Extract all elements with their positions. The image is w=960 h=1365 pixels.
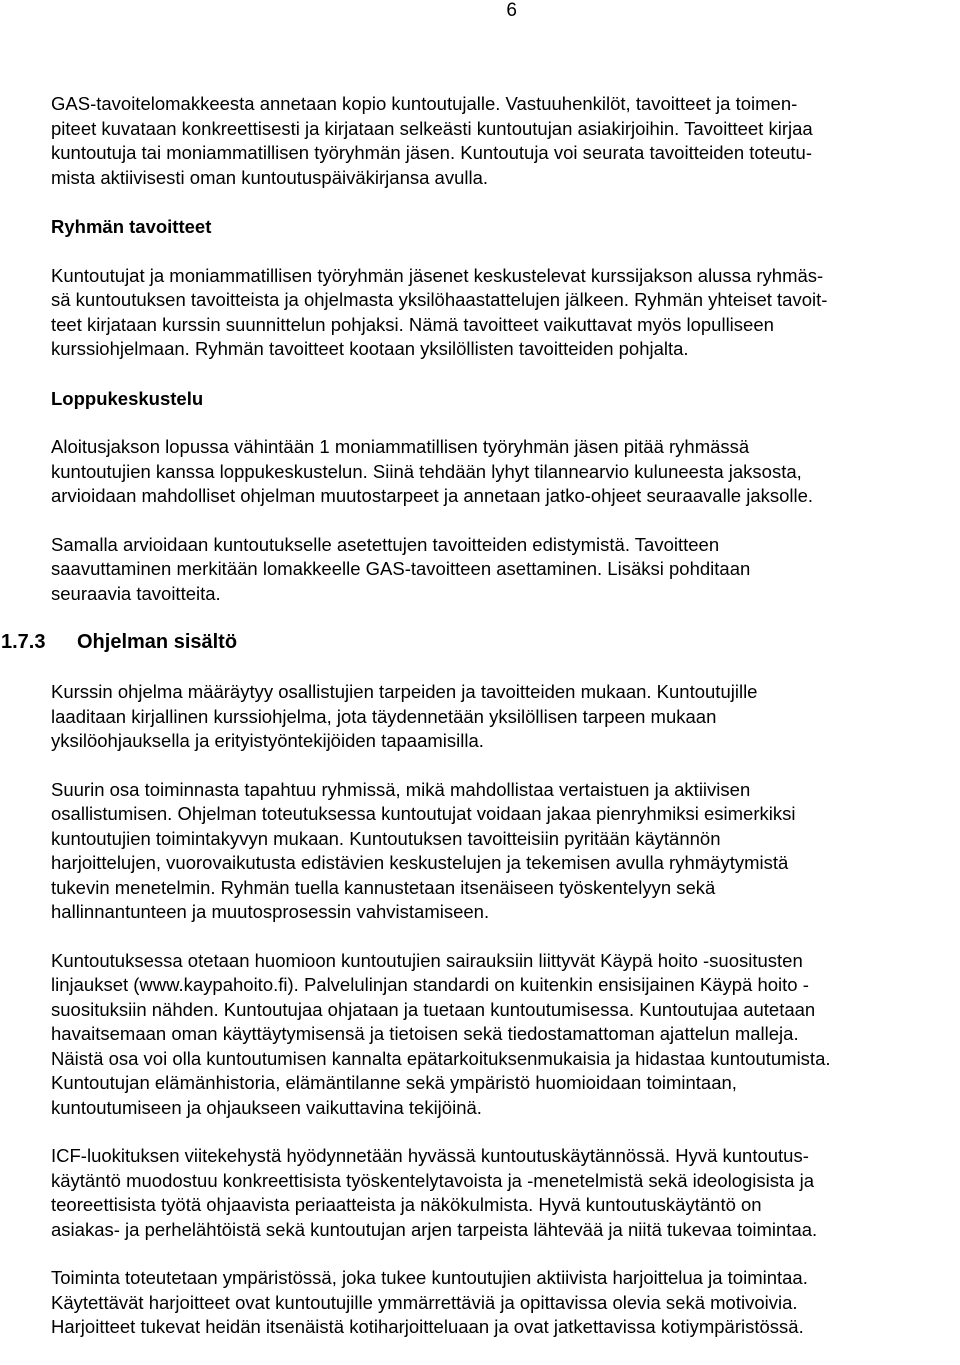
group-goals-heading: Ryhmän tavoitteet	[51, 216, 212, 237]
text-line: Kuntoutujan elämänhistoria, elämäntilanne sekä ympäristö huomioidaan toimintaan,	[51, 1072, 737, 1093]
text-line: asiakas- ja perhelähtöistä sekä kuntoutujan arjen tarpeista lähtevää ja niitä tukevaa toimintaa.	[51, 1218, 818, 1240]
text-line: mista aktiivisesti oman kuntoutuspäiväkirjansa avulla.	[51, 166, 489, 188]
text-line: kuntoutuja tai moniammatillisen työryhmän jäsen. Kuntoutuja voi seurata tavoitteiden toteutu-	[51, 142, 812, 163]
text-line: sä kuntoutuksen tavoitteista ja ohjelmasta yksilöhaastattelujen jälkeen. Ryhmän yhteiset tavoit-	[51, 289, 828, 310]
section-heading	[1, 630, 946, 654]
text-line: seuraavia tavoitteita.	[51, 582, 221, 604]
text-line: teet kirjataan kurssin suunnittelun pohjaksi. Nämä tavoitteet vaikuttavat myös lopulliseen	[51, 313, 774, 335]
text-line: piteet kuvataan konkreettisesti ja kirjataan selkeästi kuntoutujan asiakirjoihin. Tavoitteet kirjaa	[51, 117, 813, 139]
text-line: havaitsemaan oman käyttäytymisensä ja tietoisen sekä tiedostamattoman ajattelun malleja.	[51, 1023, 799, 1044]
text-line: ICF-luokituksen viitekehystä hyödynnetään hyvässä kuntoutuskäytännössä. Hyvä kuntoutus-	[51, 1145, 809, 1166]
section-title: Ohjelman sisältö	[77, 631, 238, 653]
text-line: suosituksiin nähden. Kuntoutujaa ohjataan ja tuetaan kuntoutumisessa. Kuntoutujaa autetaan	[51, 998, 816, 1020]
text-line: Samalla arvioidaan kuntoutukselle asetettujen tavoitteiden edistymistä. Tavoitteen	[51, 533, 720, 555]
text-line: GAS-tavoitelomakkeesta annetaan kopio kuntoutujalle. Vastuuhenkilöt, tavoitteet ja toimen-	[51, 93, 798, 114]
program-paragraph-1	[51, 680, 946, 754]
text-line: harjoittelujen, vuorovaikutusta edistävien keskustelujen ja tekemisen avulla ryhmäytymistä	[51, 852, 789, 873]
text-line: teoreettisista työtä ohjaavista periaatteista ja näkökulmista. Hyvä kuntoutuskäytäntö on	[51, 1194, 762, 1215]
program-paragraph-5	[51, 1266, 946, 1340]
section-number: 1.7.3	[1, 631, 46, 653]
page-number: 6	[506, 0, 517, 21]
text-line: Kuntoutuksessa otetaan huomioon kuntoutujien sairauksiin liittyvät Käypä hoito -suositusten	[51, 949, 803, 971]
text-line: laaditaan kirjallinen kurssiohjelma, jota täydennetään yksilöllisen tarpeen mukaan	[51, 705, 717, 727]
text-line: hallinnantunteen ja muutosprosessin vahvistamiseen.	[51, 901, 490, 922]
text-line: Aloitusjakson lopussa vähintään 1 moniammatillisen työryhmän jäsen pitää ryhmässä	[51, 436, 750, 457]
text-line: tukevin menetelmin. Ryhmän tuella kannustetaan itsenäiseen työskentelyyn sekä	[51, 876, 716, 898]
intro-paragraph	[51, 92, 946, 190]
text-line: arvioidaan mahdolliset ohjelman muutostarpeet ja annetaan jatko-ohjeet seuraavalle jaksolle.	[51, 485, 814, 506]
group-goals-paragraph	[51, 264, 946, 362]
final-discussion-heading: Loppukeskustelu	[51, 387, 204, 409]
text-line: Toiminta toteutetaan ympäristössä, joka tukee kuntoutujien aktiivista harjoittelua ja toimintaa.	[51, 1267, 808, 1288]
text-line: osallistumisen. Ohjelman toteutuksessa kuntoutujat voidaan jakaa pienryhmiksi esimerkiksi	[51, 803, 796, 824]
final-discussion-paragraph-2	[51, 533, 946, 607]
text-line: Näistä osa voi olla kuntoutumisen kannalta epätarkoituksenmukaisia ja hidastaa kuntoutumista.	[51, 1047, 831, 1069]
text-line: Käytettävät harjoitteet ovat kuntoutujille ymmärrettäviä ja opittavissa olevia sekä motivoivia.	[51, 1291, 798, 1313]
text-line: kurssiohjelmaan. Ryhmän tavoitteet kootaan yksilöllisten tavoitteiden pohjalta.	[51, 338, 689, 359]
program-paragraph-4	[51, 1144, 946, 1242]
document-body	[1, 92, 946, 1340]
text-line: Kuntoutujat ja moniammatillisen työryhmän jäsenet keskustelevat kurssijakson alussa ryhmäs-	[51, 264, 824, 286]
text-line: linjaukset (www.kaypahoito.fi). Palvelulinjan standardi on kuitenkin ensisijainen Käypä hoito -	[51, 974, 809, 995]
text-line: yksilöohjauksella ja erityistyöntekijöiden tapaamisilla.	[51, 730, 484, 751]
text-line: kuntoutumiseen ja ohjaukseen vaikuttavina tekijöinä.	[51, 1096, 482, 1118]
text-line: saavuttaminen merkitään lomakkeelle GAS-tavoitteen asettaminen. Lisäksi pohditaan	[51, 558, 751, 579]
text-line: Suurin osa toiminnasta tapahtuu ryhmissä, mikä mahdollistaa vertaistuen ja aktiivisen	[51, 778, 751, 800]
text-line: käytäntö muodostuu konkreettisista työskentelytavoista ja -menetelmistä sekä ideologisista ja	[51, 1169, 814, 1191]
program-paragraph-3	[51, 949, 946, 1121]
text-line: Harjoitteet tukevat heidän itsenäistä kotiharjoitteluaan ja ovat jatkettavissa kotiympäristössä.	[51, 1316, 804, 1337]
text-line: kuntoutujien kanssa loppukeskustelun. Siinä tehdään lyhyt tilannearvio kuluneesta jaksosta,	[51, 460, 802, 482]
text-line: Kurssin ohjelma määräytyy osallistujien tarpeiden ja tavoitteiden mukaan. Kuntoutujille	[51, 681, 758, 702]
program-paragraph-2	[51, 778, 946, 925]
final-discussion-paragraph-1	[51, 435, 946, 509]
text-line: kuntoutujien toimintakyvyn mukaan. Kuntoutuksen tavoitteisiin pyritään käytännön	[51, 827, 721, 849]
